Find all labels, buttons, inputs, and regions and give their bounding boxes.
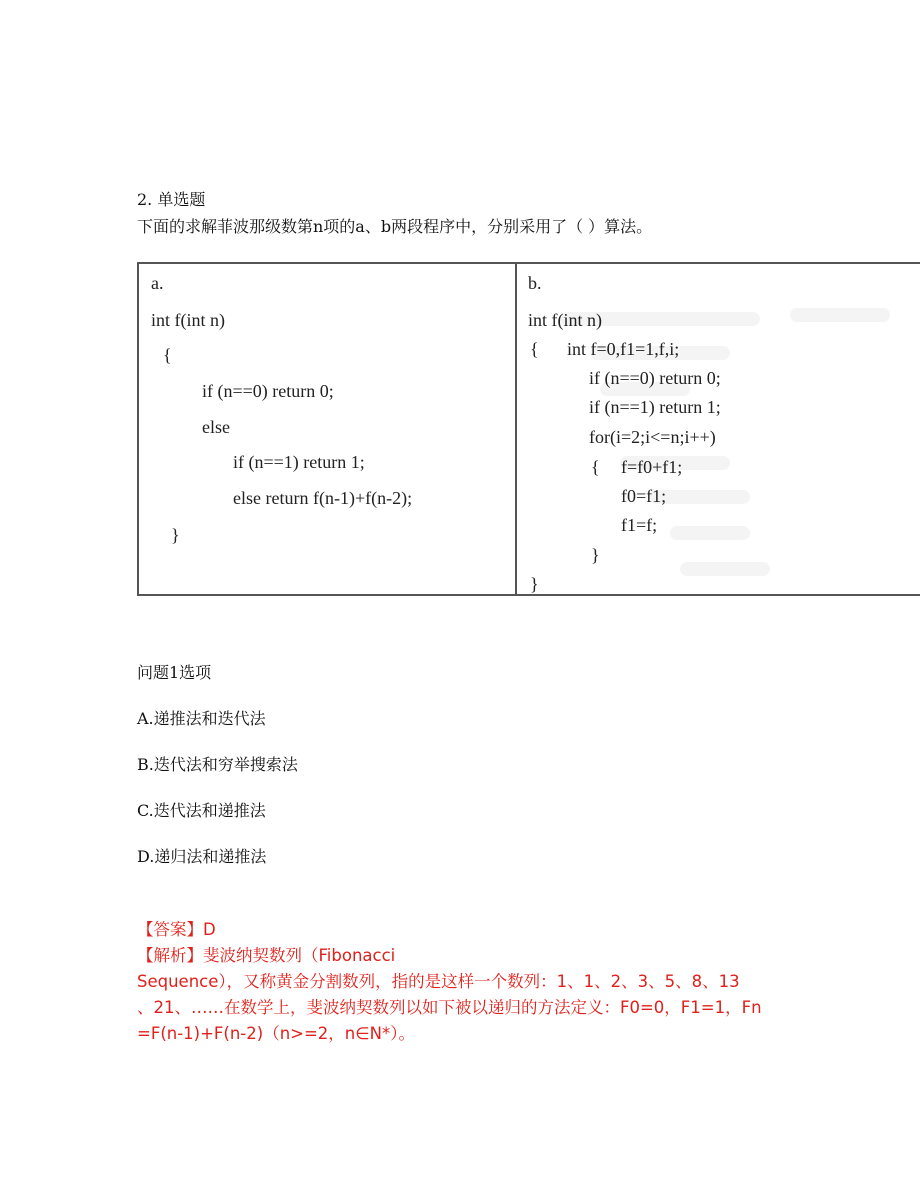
program-b-line: { <box>591 457 600 477</box>
program-b-line: } <box>591 545 600 565</box>
program-b-line: { <box>530 339 539 359</box>
program-a-label: a. <box>151 273 164 293</box>
program-a-line: if (n==1) return 1; <box>233 452 365 472</box>
program-b-line: } <box>530 574 539 594</box>
option-c[interactable]: C.迭代法和递推法 <box>137 801 266 820</box>
analysis-line: Sequence），又称黄金分割数列，指的是这样一个数列：1、1、2、3、5、8、13 <box>137 972 740 991</box>
analysis-line: 、21、……在数学上，斐波纳契数列以如下被以递归的方法定义：F0=0，F1=1，Fn <box>137 998 762 1017</box>
program-b-line: if (n==0) return 0; <box>589 368 721 388</box>
options-title: 问题1选项 <box>137 663 212 682</box>
code-figure <box>137 262 920 596</box>
question-stem: 下面的求解菲波那级数第n项的a、b两段程序中，分别采用了（ ）算法。 <box>137 217 653 236</box>
program-a-line: int f(int n) <box>151 310 225 330</box>
program-b-label: b. <box>528 273 542 293</box>
program-b-line: for(i=2;i<=n;i++) <box>589 427 716 447</box>
option-d[interactable]: D.递归法和递推法 <box>137 847 267 866</box>
analysis-line: 【解析】斐波纳契数列（Fibonacci <box>137 946 396 965</box>
program-b-line: f0=f1; <box>621 486 667 506</box>
program-b-line: int f=0,f1=1,f,i; <box>567 339 680 359</box>
program-a-line: else return f(n-1)+f(n-2); <box>233 488 413 508</box>
program-a-line: { <box>163 345 172 365</box>
program-a-line: } <box>171 525 180 545</box>
question-number: 2. 单选题 <box>137 190 206 209</box>
option-a[interactable]: A.递推法和迭代法 <box>137 709 266 728</box>
answer-label: 【答案】D <box>137 920 216 939</box>
program-b-line: if (n==1) return 1; <box>589 397 721 417</box>
program-a-line: else <box>202 417 230 437</box>
program-b-line: f1=f; <box>621 515 658 535</box>
answer-block <box>137 917 787 1047</box>
option-b[interactable]: B.迭代法和穷举搜索法 <box>137 755 298 774</box>
code-figure-divider <box>515 264 517 594</box>
program-b-line: int f(int n) <box>528 310 602 330</box>
program-a-line: if (n==0) return 0; <box>202 381 334 401</box>
program-b-line: f=f0+f1; <box>621 457 683 477</box>
analysis-line: =F(n-1)+F(n-2)（n>=2，n∈N*）。 <box>137 1024 415 1043</box>
